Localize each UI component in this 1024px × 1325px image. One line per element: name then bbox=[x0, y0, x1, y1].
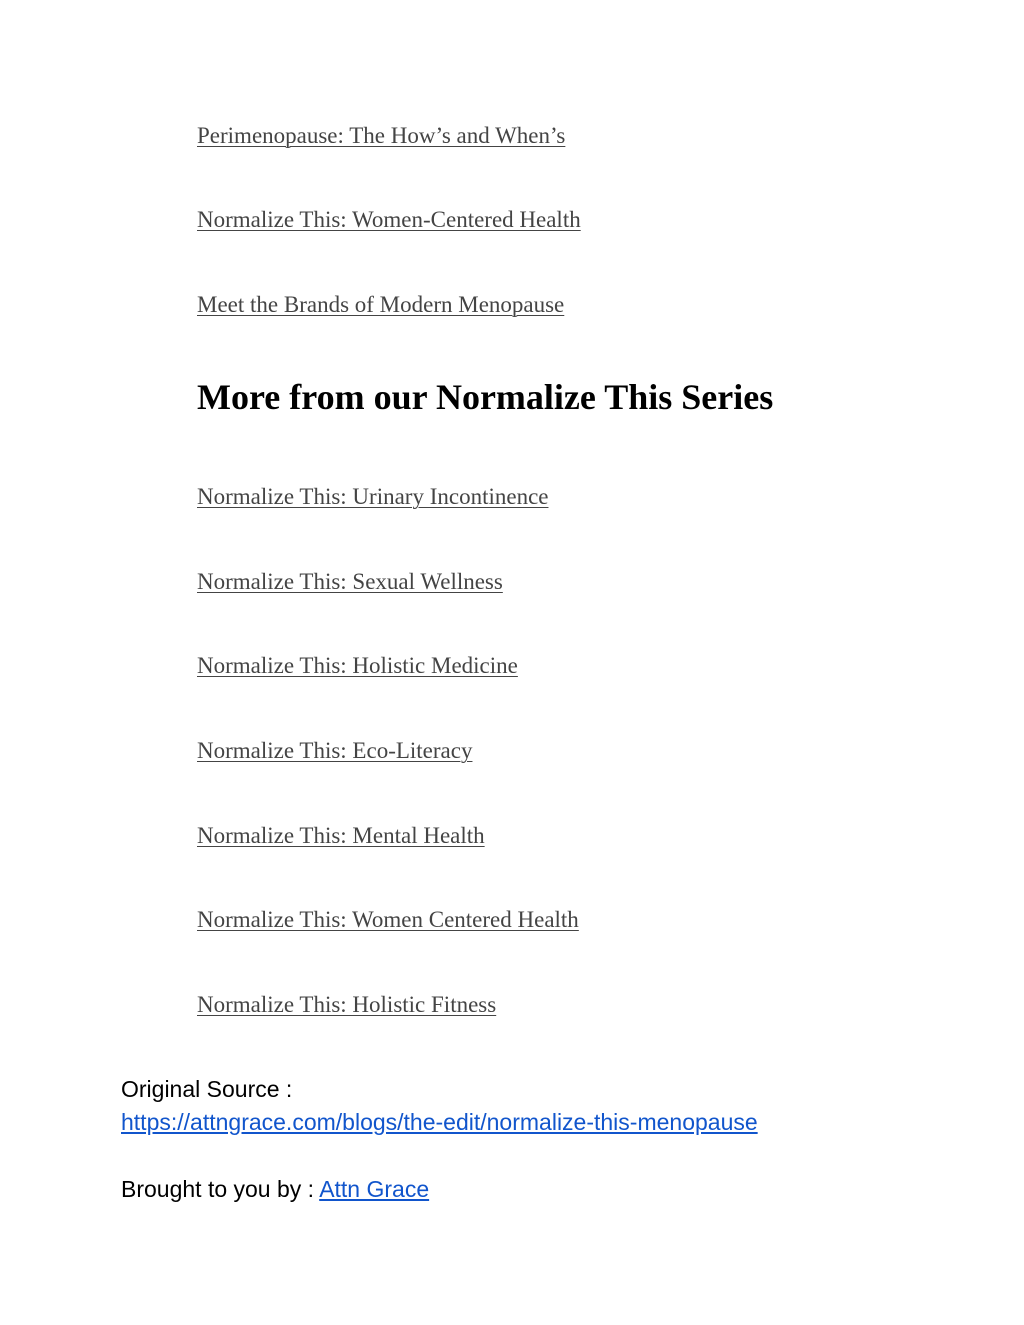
attn-grace-link[interactable]: Attn Grace bbox=[319, 1176, 430, 1202]
related-link-brands-modern-menopause[interactable]: Meet the Brands of Modern Menopause bbox=[197, 292, 565, 317]
series-link-eco-literacy[interactable]: Normalize This: Eco-Literacy bbox=[197, 738, 473, 763]
original-source-url-link[interactable]: https://attngrace.com/blogs/the-edit/normalize-this-menopause bbox=[121, 1109, 758, 1135]
series-link-women-centered-health[interactable]: Normalize This: Women Centered Health bbox=[197, 907, 579, 932]
series-link-holistic-fitness[interactable]: Normalize This: Holistic Fitness bbox=[197, 992, 497, 1017]
credit-label: Brought to you by : bbox=[121, 1176, 320, 1202]
series-heading: More from our Normalize This Series bbox=[197, 377, 774, 417]
credit-line bbox=[121, 1173, 429, 1206]
original-source-label: Original Source : bbox=[121, 1076, 293, 1102]
related-link-perimenopause[interactable]: Perimenopause: The How’s and When’s bbox=[197, 123, 566, 148]
series-link-holistic-medicine[interactable]: Normalize This: Holistic Medicine bbox=[197, 653, 518, 678]
series-link-urinary-incontinence[interactable]: Normalize This: Urinary Incontinence bbox=[197, 484, 549, 509]
series-link-sexual-wellness[interactable]: Normalize This: Sexual Wellness bbox=[197, 569, 503, 594]
series-link-mental-health[interactable]: Normalize This: Mental Health bbox=[197, 823, 485, 848]
original-source-block bbox=[121, 1073, 758, 1139]
related-link-women-centered-health[interactable]: Normalize This: Women-Centered Health bbox=[197, 207, 581, 232]
